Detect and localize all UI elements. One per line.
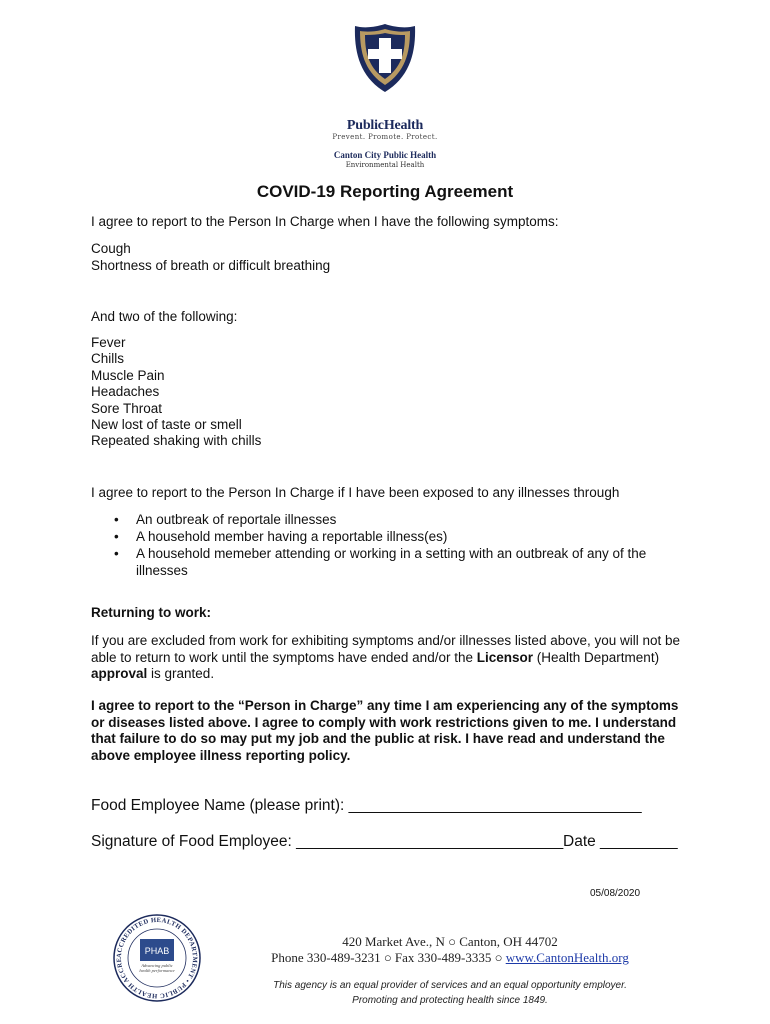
- secondary-symptom: Fever: [91, 335, 126, 350]
- licensor-text: Licensor: [476, 649, 534, 665]
- footer-contact: [240, 950, 660, 966]
- org-name: PublicHealth: [346, 118, 424, 133]
- shield-cross-icon: [352, 22, 418, 94]
- returning-paragraph: [91, 633, 691, 683]
- employee-signature-field[interactable]: Signature of Food Employee: _______________________________: [91, 833, 564, 850]
- employee-name-field[interactable]: Food Employee Name (please print): __________________________________: [91, 797, 642, 814]
- secondary-symptom: Headaches: [91, 384, 160, 399]
- date-field[interactable]: Date _________: [563, 833, 678, 850]
- secondary-symptom: Muscle Pain: [91, 368, 165, 383]
- exposure-intro-text: I agree to report to the Person In Charge if I have been exposed to any illnesses through: [91, 485, 620, 500]
- equal-provider-text: This agency is an equal provider of services and an equal opportunity employer.: [273, 980, 627, 991]
- seal-center-text: PHAB: [144, 946, 170, 956]
- org-tagline: Prevent. Promote. Protect.: [332, 133, 438, 141]
- seal-ring-text: ACCREDITED HEALTH DEPARTMENT • PUBLIC HEALTH ACCRE: [115, 916, 199, 1000]
- two-of-following-text: And two of the following:: [91, 309, 238, 324]
- returning-text: If you are excluded from work for exhibiting symptoms and/or illnesses listed above, you will not be able to return to work until the symptoms have ended and/or the: [91, 633, 681, 665]
- exposure-list: [112, 511, 672, 579]
- department-name: Environmental Health: [345, 161, 425, 169]
- returning-heading: Returning to work:: [91, 605, 211, 620]
- returning-text: is granted.: [147, 666, 215, 682]
- secondary-symptom: Chills: [91, 351, 125, 366]
- exposure-item: • A household memeber attending or working in a setting with an outbreak of any of the illnesses: [112, 545, 672, 579]
- website-link[interactable]: www.CantonHealth.org: [505, 950, 629, 965]
- primary-symptom: Cough: [91, 241, 131, 256]
- returning-text: (Health Department): [533, 649, 660, 665]
- phab-seal-icon: [112, 913, 202, 1003]
- footer-date: 05/08/2020: [590, 888, 641, 899]
- footer-address: 420 Market Ave., N ○ Canton, OH 44702: [342, 934, 558, 949]
- exposure-item: • An outbreak of reportale illnesses: [112, 511, 672, 528]
- secondary-symptom: New lost of taste or smell: [91, 417, 242, 432]
- secondary-symptom: Repeated shaking with chills: [91, 433, 262, 448]
- city-name: Canton City Public Health: [333, 150, 437, 160]
- secondary-symptom: Sore Throat: [91, 401, 163, 416]
- intro-text: I agree to report to the Person In Charge when I have the following symptoms:: [91, 214, 559, 229]
- document-title: COVID-19 Reporting Agreement: [256, 182, 514, 201]
- approval-text: approval: [91, 666, 148, 682]
- phone-fax-text: Phone 330-489-3231 ○ Fax 330-489-3335 ○: [271, 950, 506, 965]
- phab-seal: [112, 913, 202, 1003]
- seal-sub-text: Advancing public health performance: [139, 963, 175, 973]
- primary-symptom: Shortness of breath or difficult breathing: [91, 258, 331, 273]
- exposure-item: • A household member having a reportable illness(es): [112, 528, 672, 545]
- since-text: Promoting and protecting health since 1849.: [352, 995, 548, 1006]
- agreement-paragraph: I agree to report to the “Person in Charge” any time I am experiencing any of the symptoms or diseases listed above. I agree to comply with work restrictions given to me. I understand that failure to do so may put my job and the public at risk. I have read and understand the above employee illness reporting policy.: [91, 698, 679, 763]
